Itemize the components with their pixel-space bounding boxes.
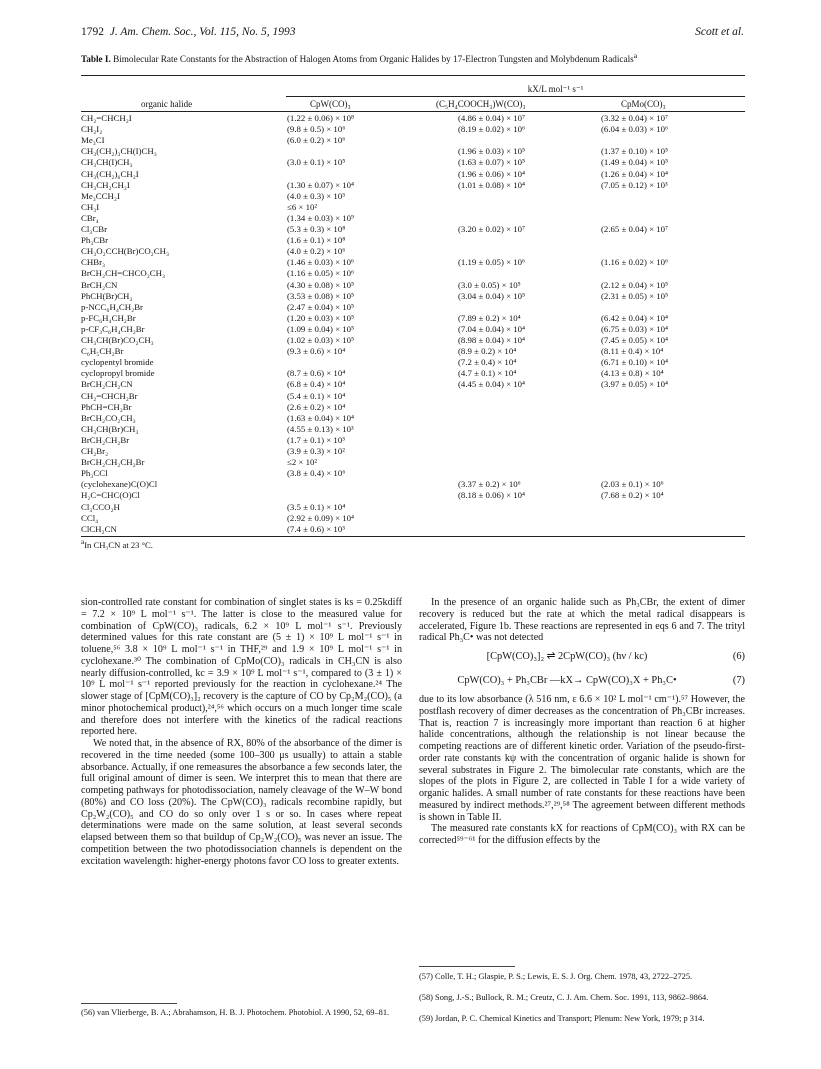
table-row	[81, 435, 745, 446]
cell-cpw: (4.0 ± 0.2) × 10⁶	[287, 246, 346, 257]
left-text-column	[81, 597, 402, 867]
table-row	[81, 379, 745, 390]
table-row	[81, 157, 745, 168]
equation-6-body: [CpW(CO)₃]₂ ⇌ 2CpW(CO)₃ (hν / kc)	[486, 651, 648, 662]
table-bottom-rule	[81, 536, 745, 537]
cell-halide: CH₃O₂CCH(Br)CO₂CH₃	[81, 246, 170, 257]
cell-cpmo: (8.11 ± 0.4) × 10⁴	[601, 346, 664, 357]
cell-halide: BrCH₂CH₂CH₂Br	[81, 457, 145, 468]
cell-halide: CCl₄	[81, 512, 99, 523]
cell-halide: CH₃CH(Br)CH₃	[81, 423, 139, 434]
cell-halide: PhCH(Br)CH₃	[81, 290, 133, 301]
cell-cpmo: (1.16 ± 0.02) × 10⁶	[601, 257, 669, 268]
cell-halide: CH₂Br₂	[81, 446, 109, 456]
units-header: kX/L mol⁻¹ s⁻¹	[527, 84, 584, 94]
cell-c5h4cooch3w: (8.9 ± 0.2) × 10⁴	[458, 346, 517, 357]
cell-cpw: (3.53 ± 0.08) × 10⁵	[287, 290, 355, 301]
cell-cpw: (7.4 ± 0.6) × 10³	[287, 523, 345, 534]
cell-cpw: (1.7 ± 0.1) × 10³	[287, 434, 345, 445]
cell-cpmo: (2.65 ± 0.04) × 10⁷	[601, 224, 669, 234]
cell-halide: Cl₃CCO₂H	[81, 501, 120, 512]
cell-cpw: (1.02 ± 0.03) × 10⁵	[287, 335, 355, 345]
header-authors: Scott et al.	[695, 26, 744, 38]
table-row	[81, 413, 745, 424]
right-text-column	[419, 597, 745, 847]
cell-halide: cyclopentyl bromide	[81, 357, 154, 368]
equation-6	[419, 646, 745, 668]
table-row	[81, 224, 745, 235]
equation-7	[419, 670, 745, 692]
cell-halide: H₂C=CHC(O)Cl	[81, 490, 140, 501]
cell-halide: Me₃CI	[81, 135, 105, 146]
table-row	[81, 202, 745, 213]
table-row	[81, 446, 745, 457]
cell-halide: CH₃CH(Br)CO₂CH₃	[81, 335, 154, 345]
cell-c5h4cooch3w: (7.89 ± 0.2) × 10⁴	[458, 312, 521, 323]
cell-cpw: ≤2 × 10²	[287, 457, 318, 468]
cell-halide: PhCH=CH₂Br	[81, 401, 132, 412]
col-header-organic-halide: organic halide	[141, 99, 193, 109]
footnote-57: (57) Colle, T. H.; Glaspie, P. S.; Lewis, E. S. J. Org. Chem. 1978, 43, 2722–2725.	[419, 972, 693, 981]
cell-halide: p-CF₃C₆H₄CH₂Br	[81, 323, 145, 334]
cell-cpw: (5.3 ± 0.3) × 10⁸	[287, 224, 346, 234]
cell-halide: BrCH₂CN	[81, 279, 118, 290]
table-row	[81, 368, 745, 379]
right-paragraph-3: The measured rate constants kX for reactions of CpM(CO)₃ with RX can be corrected⁵⁹⁻⁶¹ for the diffusion effects by the	[419, 823, 745, 846]
cell-cpmo: (2.12 ± 0.04) × 10⁵	[601, 279, 669, 290]
table-caption	[81, 50, 745, 65]
cell-halide: Ph₃CBr	[81, 235, 109, 246]
cell-cpw: (4.0 ± 0.3) × 10³	[287, 190, 345, 201]
table-footnote	[81, 538, 153, 550]
cell-halide: Ph₃CCl	[81, 468, 108, 479]
table-row	[81, 191, 745, 202]
cell-cpw: ≤6 × 10²	[287, 201, 318, 212]
cell-cpmo: (7.05 ± 0.12) × 10³	[601, 179, 668, 190]
cell-halide: CH₃I	[81, 201, 100, 212]
table-caption-text: Bimolecular Rate Constants for the Abstraction of Halogen Atoms from Organic Halides by 17-Electron Tungsten and Molybdenum Radicals	[113, 54, 634, 65]
cell-halide: CH₃CH₂CH₂I	[81, 179, 130, 190]
cell-cpw: (1.09 ± 0.04) × 10⁵	[287, 323, 355, 334]
table-row	[81, 180, 745, 191]
table-row	[81, 169, 745, 180]
cell-cpw: (4.30 ± 0.08) × 10⁵	[287, 279, 355, 290]
cell-cpw: (9.3 ± 0.6) × 10⁴	[287, 346, 346, 357]
cell-halide: CH₂=CHCH₂Br	[81, 390, 138, 401]
cell-halide: CBr₄	[81, 212, 99, 223]
footnote-56: (56) van Vlierberge, B. A.; Abrahamson, H. B. J. Photochem. Photobiol. A 1990, 52, 69–81.	[81, 1008, 390, 1017]
table-row	[81, 502, 745, 513]
cell-cpw: (2.47 ± 0.04) × 10⁵	[287, 301, 355, 312]
table-row	[81, 291, 745, 302]
table-row	[81, 246, 745, 257]
cell-halide: BrCH₂CH₂CN	[81, 379, 133, 390]
page-number: 1792	[81, 26, 104, 38]
cell-cpw: (3.9 ± 0.3) × 10²	[287, 446, 345, 456]
table-row	[81, 213, 745, 224]
cell-c5h4cooch3w: (1.01 ± 0.08) × 10⁴	[458, 179, 526, 190]
table-row	[81, 146, 745, 157]
table-row	[81, 268, 745, 279]
cell-cpmo: (1.26 ± 0.04) × 10⁴	[601, 168, 669, 179]
cell-cpw: (1.20 ± 0.03) × 10⁵	[287, 312, 355, 323]
table-row	[81, 235, 745, 246]
left-footnote-rule	[81, 1003, 177, 1004]
table-header-rule	[81, 111, 745, 112]
col-header-cpw: CpW(CO)₃	[310, 99, 351, 109]
cell-c5h4cooch3w: (8.98 ± 0.04) × 10⁴	[458, 335, 526, 345]
cell-c5h4cooch3w: (1.96 ± 0.06) × 10⁴	[458, 168, 526, 179]
table-row	[81, 124, 745, 135]
cell-c5h4cooch3w: (7.04 ± 0.04) × 10⁴	[458, 323, 526, 334]
cell-halide: p-NCC₆H₄CH₂Br	[81, 301, 143, 312]
cell-cpw: (2.6 ± 0.2) × 10⁴	[287, 401, 346, 412]
cell-cpmo: (6.71 ± 0.10) × 10⁴	[601, 357, 669, 368]
cell-c5h4cooch3w: (8.19 ± 0.02) × 10⁶	[458, 124, 526, 135]
cell-cpmo: (2.31 ± 0.05) × 10⁵	[601, 290, 669, 301]
cell-cpw: (2.92 ± 0.09) × 10⁴	[287, 512, 355, 523]
table-row	[81, 257, 745, 268]
cell-cpw: (8.7 ± 0.6) × 10⁴	[287, 368, 346, 379]
equation-7-number: (7)	[732, 675, 745, 686]
left-paragraph-1: sion-controlled rate constant for combination of singlet states is ks = 0.25kdiff = 7.2 × 10⁹ L mol⁻¹ s⁻¹. The latter is close to the measured value for combination of CpW(CO)₃ radicals, 6.2 × 10⁹ L mol⁻¹ s⁻¹. Previously determined values for this rate constant are (5 ± 1) × 10⁹ L mol⁻¹ s⁻¹ in toluene,⁵⁶ 3.8 × 10⁹ L mol⁻¹ s⁻¹ in THF,²⁹ and 1.9 × 10⁹ L mol⁻¹ s⁻¹ in cyclohexane.³⁰ The combination of CpMo(CO)₃ radicals in CH₃CN is also nearly diffusion-controlled, kc = 3.9 × 10⁹ L mol⁻¹ s⁻¹, compared to (3 ± 1) × 10⁹ L mol⁻¹ s⁻¹ reported previously for the reaction in cyclohexane.²⁴ The slower stage of [CpM(CO)₃]₂ recovery is the capture of CO by Cp₂M₂(CO)₅ (a minor photochemical product),²⁴,⁵⁶ which occurs on a much longer time scale and therefore does not interfere with the kinetics of the radical reactions reported here.	[81, 597, 402, 738]
cell-cpmo: (7.45 ± 0.05) × 10⁴	[601, 335, 669, 345]
right-paragraph-2: due to its low absorbance (λ 516 nm, ε 6.6 × 10² L mol⁻¹ cm⁻¹).⁵⁷ However, the postflash recovery of dimer decreases as the concentration of Ph₃CBr increases. That is, reaction 7 is increasingly more important than reaction 6 at higher halide concentrations, although the relationship is not linear because the competing reactions are of different kinetic order. Variation of the pseudo-first-order rate constants kψ with the concentration of organic halide is shown for several substrates in Figure 2. The bimolecular rate constants, which are the slopes of the plots in Figure 2, are collected in Table I for a wide variety of organic halides. A small number of rate constants for these reactions have been measured by indirect methods.²⁷,²⁹,⁵⁸ The agreement between different methods is shown in Table II.	[419, 694, 745, 823]
cell-c5h4cooch3w: (4.86 ± 0.04) × 10⁷	[458, 113, 526, 123]
table-row	[81, 335, 745, 346]
cell-cpw: (1.63 ± 0.04) × 10⁴	[287, 412, 355, 423]
cell-cpmo: (3.32 ± 0.04) × 10⁷	[601, 113, 669, 123]
table-row	[81, 324, 745, 335]
cell-cpw: (9.8 ± 0.5) × 10⁶	[287, 124, 346, 135]
footnote-58: (58) Song, J.-S.; Bullock, R. M.; Creutz, C. J. Am. Chem. Soc. 1991, 113, 9862–9864.	[419, 993, 709, 1002]
table-row	[81, 357, 745, 368]
cell-halide: Cl₃CBr	[81, 224, 108, 234]
cell-cpmo: (6.04 ± 0.03) × 10⁶	[601, 124, 669, 135]
table-row	[81, 113, 745, 124]
cell-halide: C₆H₅CH₂Br	[81, 346, 124, 357]
table-top-rule	[81, 75, 745, 76]
cell-cpw: (1.46 ± 0.03) × 10⁶	[287, 257, 355, 268]
cell-cpmo: (7.68 ± 0.2) × 10⁴	[601, 490, 664, 501]
right-paragraph-1: In the presence of an organic halide such as Ph₃CBr, the extent of dimer recovery is reduced but the rate at which the metal radical disappears is accelerated, Figure 1b. These reactions are represented in eqs 6 and 7. The trityl radical Ph₃C• was not detected	[419, 597, 745, 644]
table-row	[81, 524, 745, 535]
table-row	[81, 479, 745, 490]
cell-halide: cyclopropyl bromide	[81, 368, 155, 379]
cell-c5h4cooch3w: (3.04 ± 0.04) × 10⁵	[458, 290, 526, 301]
cell-cpw: (1.30 ± 0.07) × 10⁴	[287, 179, 355, 190]
cell-cpmo: (3.97 ± 0.05) × 10⁴	[601, 379, 669, 390]
col-header-cpmo: CpMo(CO)₃	[621, 99, 666, 109]
cell-cpmo: (1.49 ± 0.04) × 10⁵	[601, 157, 669, 168]
cell-c5h4cooch3w: (8.18 ± 0.06) × 10⁴	[458, 490, 526, 501]
table-row	[81, 457, 745, 468]
cell-cpw: (6.8 ± 0.4) × 10⁴	[287, 379, 346, 390]
cell-halide: (cyclohexane)C(O)Cl	[81, 479, 158, 490]
journal-citation: J. Am. Chem. Soc., Vol. 115, No. 5, 1993	[109, 26, 296, 38]
equation-7-body: CpW(CO)₃ + Ph₃CBr —kX→ CpW(CO)₃X + Ph₃C•	[457, 675, 677, 686]
cell-c5h4cooch3w: (1.19 ± 0.05) × 10⁶	[458, 257, 526, 268]
cell-cpmo: (2.03 ± 0.1) × 10⁶	[601, 479, 664, 490]
cell-cpw: (1.22 ± 0.06) × 10⁸	[287, 113, 355, 123]
table-caption-mark: a	[633, 51, 638, 60]
table-row	[81, 468, 745, 479]
table-row	[81, 302, 745, 313]
cell-cpw: (1.6 ± 0.1) × 10⁸	[287, 235, 346, 246]
cell-cpmo: (4.13 ± 0.8) × 10⁴	[601, 368, 664, 379]
table-row	[81, 402, 745, 413]
header-left	[81, 26, 296, 38]
cell-halide: CH₃(CH₂)₆CH₂I	[81, 168, 139, 179]
cell-c5h4cooch3w: (3.0 ± 0.05) × 10⁵	[458, 279, 521, 290]
cell-halide: BrCH₂CH₂Br	[81, 434, 130, 445]
cell-halide: p-FC₆H₄CH₂Br	[81, 312, 136, 323]
table-row	[81, 280, 745, 291]
cell-halide: BrCH₂CO₂CH₃	[81, 412, 136, 423]
cell-c5h4cooch3w: (4.7 ± 0.1) × 10⁴	[458, 368, 517, 379]
footnote-59: (59) Jordan, P. C. Chemical Kinetics and Transport; Plenum: New York, 1979; p 314.	[419, 1014, 705, 1023]
units-header-rule	[286, 96, 745, 97]
cell-halide: Me₃CCH₂I	[81, 190, 120, 201]
table-footnote-mark: a	[81, 537, 85, 546]
cell-c5h4cooch3w: (3.37 ± 0.2) × 10⁶	[458, 479, 521, 490]
table-row	[81, 313, 745, 324]
table-row	[81, 391, 745, 402]
cell-cpmo: (6.75 ± 0.03) × 10⁴	[601, 323, 669, 334]
running-header	[81, 26, 744, 42]
cell-halide: ClCH₂CN	[81, 523, 117, 534]
table-row	[81, 346, 745, 357]
cell-cpmo: (1.37 ± 0.10) × 10⁵	[601, 146, 669, 157]
cell-halide: BrCH₂CH=CHCO₂CH₃	[81, 268, 166, 279]
equation-6-number: (6)	[732, 651, 745, 662]
cell-c5h4cooch3w: (4.45 ± 0.04) × 10⁴	[458, 379, 526, 390]
table-row	[81, 135, 745, 146]
table-row	[81, 490, 745, 501]
cell-cpw: (1.34 ± 0.03) × 10⁹	[287, 212, 355, 223]
cell-cpmo: (6.42 ± 0.04) × 10⁴	[601, 312, 669, 323]
cell-c5h4cooch3w: (1.63 ± 0.07) × 10⁵	[458, 157, 526, 168]
cell-halide: CH₂=CHCH₂I	[81, 113, 132, 123]
cell-halide: CH₃CH(I)CH₃	[81, 157, 133, 168]
table-row	[81, 513, 745, 524]
cell-cpw: (4.55 ± 0.13) × 10³	[287, 423, 354, 434]
cell-cpw: (3.8 ± 0.4) × 10⁶	[287, 468, 346, 479]
table-label: Table I.	[81, 54, 111, 65]
cell-halide: CH₂I₂	[81, 124, 103, 135]
right-footnote-rule	[419, 966, 515, 967]
cell-cpw: (1.16 ± 0.05) × 10⁶	[287, 268, 355, 279]
cell-c5h4cooch3w: (3.20 ± 0.02) × 10⁷	[458, 224, 526, 234]
left-paragraph-2: We noted that, in the absence of RX, 80% of the absorbance of the dimer is recovered in the time needed (some 100–300 μs usually) to attain a stable absorbance. Actually, if one remeasures the absorbance a few seconds later, the full original amount of dimer is seen. We interpret this to mean that there are competing pathways for photodissociation, namely cleavage of the W–W bond (80%) and CO loss (20%). The CpW(CO)₃ radicals recombine rapidly, but Cp₂W₂(CO)₅ and CO do so only over 1 s or so. In cases where repeat determinations were made on the same solution, at least several seconds elapsed between them so that buildup of Cp₂W₂(CO)₅ was never an issue. The competition between the two photodissociation channels is dependent on the excitation wavelength: higher-energy photons favor CO loss to greater extents.	[81, 738, 402, 867]
cell-c5h4cooch3w: (1.96 ± 0.03) × 10⁵	[458, 146, 526, 157]
table-footnote-text: In CH₃CN at 23 °C.	[84, 539, 153, 550]
col-header-c5h4cooch3w: (C₅H₄COOCH₃)W(CO)₃	[436, 99, 526, 109]
cell-cpw: (5.4 ± 0.1) × 10⁴	[287, 390, 346, 401]
cell-cpw: (3.0 ± 0.1) × 10⁵	[287, 157, 346, 168]
cell-cpw: (6.0 ± 0.2) × 10⁶	[287, 135, 346, 146]
table-row	[81, 424, 745, 435]
cell-halide: CHBr₃	[81, 257, 106, 268]
cell-cpw: (3.5 ± 0.1) × 10⁴	[287, 501, 346, 512]
cell-c5h4cooch3w: (7.2 ± 0.4) × 10⁴	[458, 357, 517, 368]
cell-halide: CH₃(CH₂)₃CH(I)CH₃	[81, 146, 157, 157]
